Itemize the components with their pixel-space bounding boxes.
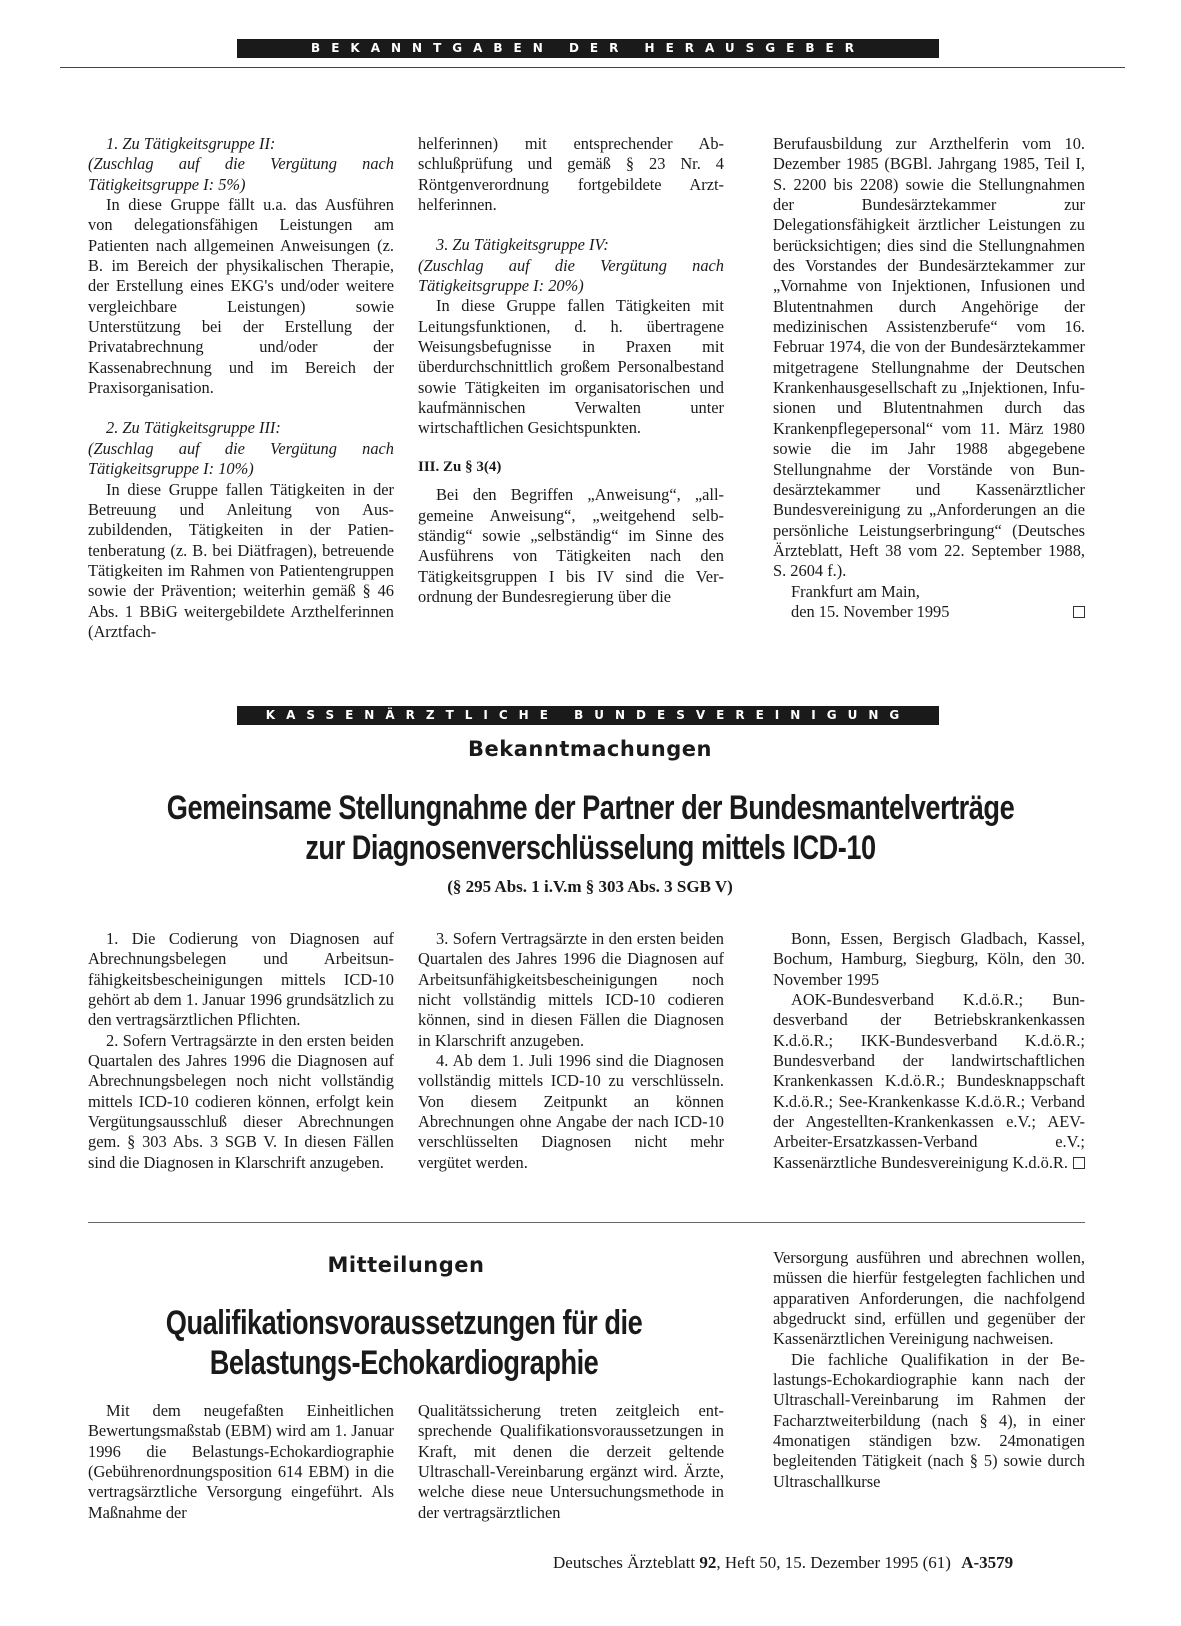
paragraph: Die fachliche Qualifikation in der Belastungs-Echokardiographie kann nach der Ultraschall-Vereinbarung im Rahmen der Facharztweiterbildung (nach § 4), in einer 4monatigen ständigen bzw. 24monatigen begleitenden Tätigkeit (nach § 5) sowie durch Ultraschallkurse <box>773 1349 1085 1491</box>
date-text: den 15. November 1995 <box>791 601 950 621</box>
signatories-text: AOK-Bundesverband K.d.ö.R.; Bundesverband der Betriebskrankenkassen K.d.ö.R.; IKK-Bundesverband K.d.ö.R.; Bundesverband der landwirtschaftlichen Krankenkassen K.d.ö.R.; Bundesknappschaft K.d.ö.R.; See-Krankenkasse K.d.ö.R.; Verband der Angestellten-Krankenkassen e.V.; AEV-Arbeiter-Ersatzkassen-Verband e.V.; Kassenärztliche Bundesvereinigung K.d.ö.R. <box>773 990 1085 1172</box>
section-divider <box>88 1222 1085 1223</box>
paragraph: In diese Gruppe fallen Tätigkeiten in der Betreuung und Anleitung von Auszubildenden, Tätigkeiten in der Patientenberatung (z. B. bei Diätfragen), betreuende Tätigkeiten im Rahmen von Patientengruppen sowie der Prävention; weiterhin gemäß § 46 Abs. 1 BBiG weitergebildete Arzthelferinnen (Arztfach- <box>88 479 394 641</box>
legal-reference: (§ 295 Abs. 1 i.V.m § 303 Abs. 3 SGB V) <box>447 877 733 896</box>
article2-title <box>150 788 1031 868</box>
section-heading: III. Zu § 3(4) <box>418 458 502 475</box>
paragraph: Qualitätssicherung treten zeitgleich entsprechende Qualifikationsvoraussetzungen in Kraft, mit denen die derzeit geltende Ultraschall-Vereinbarung ergänzt wird. Ärzte, welche diese neue Untersuchungsmethode in der vertragsärztlichen <box>418 1401 724 1522</box>
paragraph: In diese Gruppe fallen Tätigkeiten mit Leitungsfunktionen, d. h. übertragene Weisungsbefugnisse in Praxen mit überdurchschnittlich großem Personalbestand sowie Tätigkeiten im organisatorischen und kaufmännischen Verwalten unter wirtschaftlichen Gesichtspunkten. <box>418 296 724 438</box>
paragraph: In diese Gruppe fällt u.a. das Ausführen von delegationsfähigen Leistungen am Patienten nach allgemeinen Anweisungen (z. B. im Bereich der physikalischen Therapie, der Erstellung eines EKG's und/oder weitere vergleichbare Leistungen) sowie Unterstützung bei der Erstellung der Privatabrechnung und/oder der Kassenabrechnung und im Bereich der Praxisorganisation. <box>88 195 394 398</box>
article1-column-3 <box>773 134 1085 622</box>
article2-column-3 <box>773 929 1085 1173</box>
kicker-bekanntmachungen: Bekanntmachungen <box>468 737 712 761</box>
paragraph: 1. Die Codierung von Diagnosen auf Abrechnungsbelegen und Arbeitsunfähigkeitsbescheinigungen mittels ICD-10 gehört ab dem 1. Januar 1996 grundsätzlich zu den vertragsärztlichen Pflichten. <box>88 929 394 1030</box>
paragraph: Bonn, Essen, Bergisch Gladbach, Kassel, Bochum, Hamburg, Siegburg, Köln, den 30. November 1995 <box>773 929 1085 989</box>
paragraph: 3. Sofern Vertragsärzte in den ersten beiden Quartalen des Jahres 1996 die Diagnosen auf Arbeitsunfähigkeitsbescheinigungen noch nicht vollständig mittels ICD-10 codieren können, sind in diesen Fällen die Diagnosen in Klarschrift anzugeben. <box>418 929 724 1050</box>
paragraph: Berufausbildung zur Arzthelferin vom 10. Dezember 1985 (BGBl. Jahrgang 1985, Teil I, S. 2200 bis 2208) sowie die Stellungnahmen der Bundesärztekammer zur Delegationsfähigkeit ärztlicher Leistungen zu berücksichtigen; dies sind die Stellungnahmen des Vorstandes der Bundesärztekammer zur „Vornahme von Injektionen, Infusionen und Blutentnahmen durch Angehörige der medizinischen Assistenzberufe“ vom 16. Februar 1974, die von der Bundesärztekammer mitgetragene Stellungnahme der Deutschen Krankenhausgesellschaft zu „Injektionen, Infusionen und Blutentnahmen durch das Krankenpflegepersonal“ vom 11. März 1980 sowie die im Jahr 1988 abgegebene Stellungnahme der Vorstände von Bundesärztekammer und Kassenärztlicher Bundesvereinigung zu „Anforderungen an die persönliche Leistungserbringung“ (Deutsches Ärzteblatt, Heft 38 vom 22. September 1988, S. 2604 f.). <box>773 134 1085 581</box>
article3-column-1 <box>88 1401 394 1523</box>
title-line: Belastungs-Echokardiographie <box>209 1344 599 1382</box>
journal-name: Deutsches Ärzteblatt <box>553 1553 696 1572</box>
paragraph: Mit dem neugefaßten Einheitlichen Bewertungsmaßstab (EBM) wird am 1. Januar 1996 die Belastungs-Echokardiographie (Gebührenordnungsposition 614 EBM) in die vertragsärztliche Versorgung eingeführt. Als Maßnahme der <box>88 1401 394 1522</box>
section-band-herausgeber: BEKANNTGABEN DER HERAUSGEBER <box>237 39 939 58</box>
paragraph: helferinnen) mit entsprechender Abschlußprüfung und gemäß § 23 Nr. 4 Röntgenverordnung fortgebildete Arzthelferinnen. <box>418 134 724 215</box>
article2-column-2 <box>418 929 724 1173</box>
signature-place: Frankfurt am Main, <box>791 581 920 601</box>
article1-column-1 <box>88 134 394 642</box>
end-mark-icon <box>1073 1157 1085 1169</box>
subheading-taetigkeitsgruppe-3 <box>88 418 394 479</box>
article1-column-2 <box>418 134 724 607</box>
paragraph: 2. Sofern Vertragsärzte in den ersten beiden Quartalen des Jahres 1996 die Diagnosen auf Abrechnungsbelegen noch nicht vollständig mittels ICD-10 codieren können, erfolgt kein Vergütungsausschluß dieser Abrechnungen gem. § 303 Abs. 3 SGB V. In diesen Fällen sind die Diagnosen in Klarschrift anzugeben. <box>88 1030 394 1172</box>
header-rule <box>60 67 1125 68</box>
subheading-line: 2. Zu Tätigkeitsgruppe III: <box>106 418 281 438</box>
paragraph: 4. Ab dem 1. Juli 1996 sind die Diagnosen vollständig mittels ICD-10 zu verschlüsseln. Von diesem Zeitpunkt an können Abrechnungen ohne Angabe der nach ICD-10 verschlüsselten Diagnosen nicht mehr vergütet werden. <box>418 1051 724 1172</box>
title-line: Qualifikationsvoraussetzungen für die <box>165 1304 643 1342</box>
issue-info: , Heft 50, 15. Dezember 1995 (61) <box>716 1553 951 1572</box>
paragraph: Bei den Begriffen „Anweisung“, „allgemeine Anweisung“, „weitgehend selbständig“ sowie „selbständig“ im Sinne des Ausführens von Tätigkeiten nach den Tätigkeitsgruppen I bis IV sind die Verordnung der Bundesregierung über die <box>418 485 724 606</box>
title-line: zur Diagnosenverschlüsselung mittels ICD-10 <box>305 829 876 867</box>
subheading-line: 3. Zu Tätigkeitsgruppe IV: <box>436 235 609 255</box>
article2-column-1 <box>88 929 394 1173</box>
subheading-line: 1. Zu Tätigkeitsgruppe II: <box>106 134 276 153</box>
article3-column-2 <box>418 1401 724 1523</box>
signature-date <box>773 602 1085 622</box>
article3-title <box>113 1303 695 1383</box>
paragraph <box>773 990 1085 1173</box>
article3-column-3 <box>773 1248 1085 1492</box>
paragraph: Versorgung ausführen und abrechnen wollen, müssen die hierfür festgelegten fachlichen und apparativen Anforderungen, die nachfolgend abgedruckt sind, erfüllen und gegenüber der Kassenärztlichen Vereinigung nachweisen. <box>773 1248 1085 1349</box>
volume-number: 92 <box>699 1553 717 1572</box>
subheading-taetigkeitsgruppe-2 <box>88 134 394 195</box>
subheading-line: (Zuschlag auf die Vergütung nach Tätigkeitsgruppe I: 20%) <box>418 255 724 296</box>
subheading-line: (Zuschlag auf die Vergütung nach Tätigkeitsgruppe I: 5%) <box>88 154 394 194</box>
subheading-line: (Zuschlag auf die Vergütung nach Tätigkeitsgruppe I: 10%) <box>88 438 394 479</box>
end-mark-icon <box>1073 606 1085 618</box>
page-number: A-3579 <box>961 1553 1014 1572</box>
kicker-mitteilungen: Mitteilungen <box>327 1253 485 1277</box>
page-footer <box>553 1553 1013 1573</box>
subheading-taetigkeitsgruppe-4 <box>418 235 724 296</box>
title-line: Gemeinsame Stellungnahme der Partner der Bundesmantelverträge <box>166 789 1015 827</box>
section-band-kbv: KASSENÄRZTLICHE BUNDESVEREINIGUNG <box>237 706 939 725</box>
